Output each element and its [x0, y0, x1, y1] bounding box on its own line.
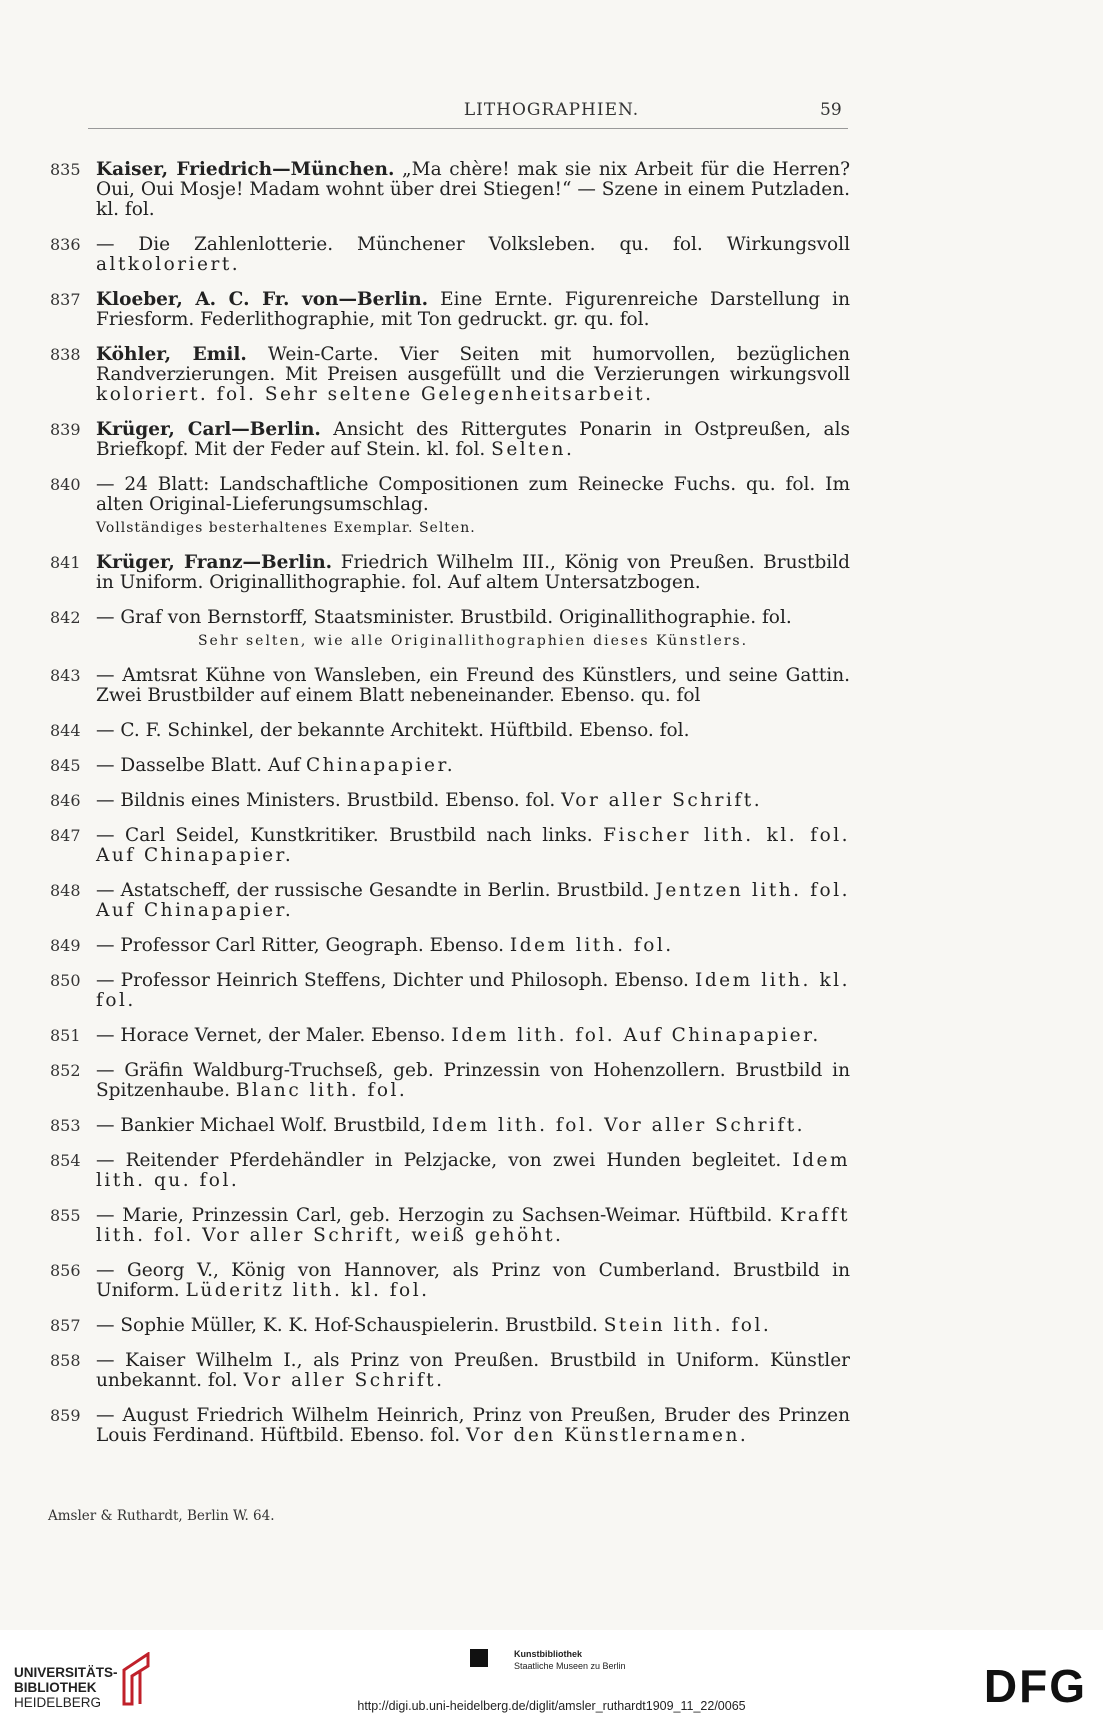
entry-emphasis: Vor aller Schrift. — [561, 790, 763, 811]
entry-number: 857 — [50, 1316, 81, 1335]
entry-description: — Graf von Bernstorff, Staatsminister. Brustbild. Originallithographie. fol. — [96, 607, 792, 628]
entry-description: — Reitender Pferdehändler in Pelzjacke, von zwei Hunden begleitet. — [96, 1150, 793, 1171]
entry-description: — August Friedrich Wilhelm Heinrich, Prinz von Preußen, Bruder des Prinzen Louis Ferdinand. Hüftbild. Ebenso. fol. — [96, 1405, 850, 1446]
entry-description: — Amtsrat Kühne von Wansleben, ein Freund des Künstlers, und seine Gattin. Zwei Brustbilder auf einem Blatt nebeneinander. Ebenso. qu. fol — [96, 665, 850, 706]
entry-description: — Georg V., König von Hannover, als Prinz von Cumberland. Brustbild in Uniform. — [96, 1260, 850, 1301]
entry-note: Vollständiges besterhaltenes Exemplar. Selten. — [96, 520, 476, 536]
entry-description: Friedrich Wilhelm III., König von Preußen. Brustbild in Uniform. Originallithographie. fol. Auf altem Untersatzbogen. — [96, 552, 850, 593]
entry-number: 838 — [50, 345, 81, 364]
catalog-entry — [50, 881, 850, 921]
catalog-entry — [50, 553, 850, 593]
entry-number: 844 — [50, 721, 81, 740]
catalog-entry — [50, 826, 850, 866]
entry-description: — Bankier Michael Wolf. Brustbild, — [96, 1115, 432, 1136]
catalog-entry — [50, 1406, 850, 1446]
entry-note: Sehr selten, wie alle Originallithographien dieses Künstlers. — [197, 633, 749, 649]
entry-number: 839 — [50, 420, 81, 439]
entry-artist: Krüger, Franz—Berlin. — [96, 552, 333, 573]
entry-description: — Gräfin Waldburg-Truchseß, geb. Prinzessin von Hohenzollern. Brustbild in Spitzenhaube. — [96, 1060, 850, 1101]
catalog-entry — [50, 160, 850, 220]
catalog-entry — [50, 1116, 850, 1136]
entry-emphasis: Stein lith. fol. — [603, 1315, 772, 1336]
entry-artist: Kaiser, Friedrich—München. — [96, 159, 395, 180]
kunstbibliothek-title: Kunstbibliothek — [514, 1649, 582, 1659]
catalog-entry — [50, 475, 850, 538]
kunstbibliothek-label[interactable] — [514, 1648, 626, 1672]
library-mark-icon — [118, 1652, 152, 1706]
dfg-logo[interactable]: DFG — [983, 1660, 1087, 1712]
catalog-entry — [50, 721, 850, 741]
entry-number: 859 — [50, 1406, 81, 1425]
kunstbibliothek-subtitle: Staatliche Museen zu Berlin — [514, 1661, 626, 1671]
header-rule — [88, 128, 848, 129]
entry-emphasis: Blanc lith. fol. — [235, 1080, 408, 1101]
entry-emphasis: Lüderitz lith. kl. fol. — [185, 1280, 430, 1301]
catalog-entry — [50, 1206, 850, 1246]
running-header-title: LITHOGRAPHIEN. — [463, 100, 640, 120]
entry-number: 847 — [50, 826, 81, 845]
entry-emphasis: Idem lith. kl. fol. — [96, 970, 850, 1011]
library-name-line1: UNIVERSITÄTS- — [14, 1665, 118, 1680]
entry-number: 843 — [50, 666, 81, 685]
entry-number: 837 — [50, 290, 81, 309]
catalog-entry — [50, 971, 850, 1011]
entry-number: 842 — [50, 608, 81, 627]
entry-emphasis: Idem lith. fol. — [509, 935, 674, 956]
catalog-entry — [50, 666, 850, 706]
entry-number: 858 — [50, 1351, 81, 1370]
entry-emphasis: Idem lith. qu. fol. — [96, 1150, 850, 1191]
catalog-entries — [50, 160, 850, 1461]
catalog-entry — [50, 290, 850, 330]
entry-emphasis: koloriert. fol. Sehr seltene Gelegenheitsarbeit. — [96, 384, 654, 405]
entry-description: — Astatscheff, der russische Gesandte in Berlin. Brustbild. — [96, 880, 656, 901]
page-number: 59 — [820, 100, 842, 120]
entry-description: „Ma chère! mak sie nix Arbeit für die Herren? Oui, Oui Mosje! Madam wohnt über drei Stiegen!“ — Szene in einem Putzladen. kl. fol. — [96, 159, 850, 220]
entry-number: 841 — [50, 553, 81, 572]
catalog-entry — [50, 1316, 850, 1336]
catalog-entry — [50, 1351, 850, 1391]
library-name-line3: HEIDELBERG — [14, 1695, 102, 1710]
catalog-entry — [50, 936, 850, 956]
entry-emphasis: Fischer lith. kl. fol. Auf Chinapapier. — [96, 825, 851, 866]
entry-number: 845 — [50, 756, 81, 775]
entry-description: — Dasselbe Blatt. Auf — [96, 755, 306, 776]
entry-emphasis: Vor den Künstlernamen. — [466, 1425, 749, 1446]
entry-number: 846 — [50, 791, 81, 810]
entry-description: — Die Zahlenlotterie. Münchener Volksleben. qu. fol. Wirkungsvoll — [96, 234, 850, 255]
entry-emphasis: Idem lith. fol. Auf Chinapapier. — [451, 1025, 821, 1046]
entry-description: Eine Ernte. Figurenreiche Darstellung in Friesform. Federlithographie, mit Ton gedruckt. gr. qu. fol. — [96, 289, 850, 330]
permalink-url[interactable]: http://digi.ub.uni-heidelberg.de/diglit/amsler_ruthardt1909_11_22/0065 — [357, 1699, 746, 1713]
entry-number: 836 — [50, 235, 81, 254]
catalog-entry — [50, 756, 850, 776]
entry-artist: Köhler, Emil. — [96, 344, 247, 365]
library-name-line2: BIBLIOTHEK — [14, 1680, 97, 1695]
entry-description: — Sophie Müller, K. K. Hof-Schauspielerin. Brustbild. — [96, 1315, 604, 1336]
entry-number: 835 — [50, 160, 81, 179]
entry-description: — Professor Carl Ritter, Geograph. Ebenso. — [96, 935, 510, 956]
entry-description: Ansicht des Rittergutes Ponarin in Ostpreußen, als Briefkopf. Mit der Feder auf Stein. kl. fol. — [96, 419, 850, 460]
entry-emphasis: Chinapapier. — [305, 755, 456, 776]
catalog-entry — [50, 420, 850, 460]
entry-description: — Professor Heinrich Steffens, Dichter und Philosoph. Ebenso. — [96, 970, 696, 991]
entry-number: 851 — [50, 1026, 81, 1045]
kunstbibliothek-logo-icon — [470, 1649, 488, 1667]
entry-description: — 24 Blatt: Landschaftliche Compositionen zum Reinecke Fuchs. qu. fol. Im alten Original-Lieferungsumschlag. — [96, 474, 850, 515]
catalog-entry — [50, 1261, 850, 1301]
entry-number: 854 — [50, 1151, 81, 1170]
catalog-entry — [50, 608, 850, 651]
catalog-entry — [50, 1151, 850, 1191]
entry-description: — C. F. Schinkel, der bekannte Architekt. Hüftbild. Ebenso. fol. — [96, 720, 690, 741]
entry-number: 849 — [50, 936, 81, 955]
entry-number: 856 — [50, 1261, 81, 1280]
digitization-footer — [0, 1630, 1103, 1719]
entry-number: 848 — [50, 881, 81, 900]
entry-emphasis: Selten. — [491, 439, 575, 460]
entry-artist: Kloeber, A. C. Fr. von—Berlin. — [96, 289, 429, 310]
entry-number: 852 — [50, 1061, 81, 1080]
catalog-entry — [50, 1061, 850, 1101]
entry-emphasis: altkoloriert. — [96, 254, 241, 275]
catalog-entry — [50, 791, 850, 811]
entry-description: — Horace Vernet, der Maler. Ebenso. — [96, 1025, 452, 1046]
entry-description: — Marie, Prinzessin Carl, geb. Herzogin zu Sachsen-Weimar. Hüftbild. — [96, 1205, 781, 1226]
entry-number: 840 — [50, 475, 81, 494]
entry-artist: Krüger, Carl—Berlin. — [96, 419, 321, 440]
entry-number: 850 — [50, 971, 81, 990]
entry-emphasis: Krafft lith. fol. Vor aller Schrift, weiß gehöht. — [96, 1205, 850, 1246]
entry-number: 855 — [50, 1206, 81, 1225]
publisher-imprint: Amsler & Ruthardt, Berlin W. 64. — [48, 1508, 275, 1524]
entry-description: — Carl Seidel, Kunstkritiker. Brustbild nach links. — [96, 825, 604, 846]
catalog-entry — [50, 235, 850, 275]
entry-number: 853 — [50, 1116, 81, 1135]
entry-emphasis: Jentzen lith. fol. Auf Chinapapier. — [96, 880, 850, 921]
entry-emphasis: Vor aller Schrift. — [243, 1370, 445, 1391]
entry-description: — Kaiser Wilhelm I., als Prinz von Preußen. Brustbild in Uniform. Künstler unbekannt. fol. — [96, 1350, 850, 1391]
catalog-entry — [50, 1026, 850, 1046]
catalog-entry — [50, 345, 850, 405]
entry-description: Wein-Carte. Vier Seiten mit humorvollen, bezüglichen Randverzierungen. Mit Preisen ausgefüllt und die Verzierungen wirkungsvoll — [96, 344, 851, 385]
entry-emphasis: Idem lith. fol. Vor aller Schrift. — [431, 1115, 806, 1136]
entry-description: — Bildnis eines Ministers. Brustbild. Ebenso. fol. — [96, 790, 562, 811]
